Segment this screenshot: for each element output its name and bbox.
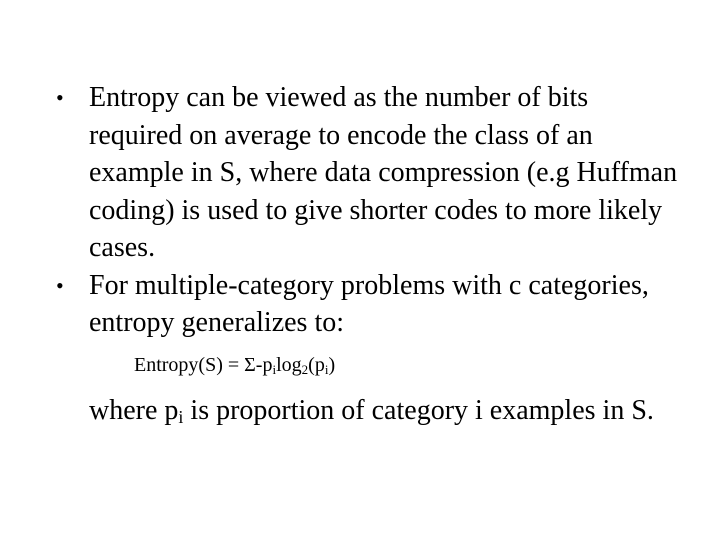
proportion-note [89,392,686,430]
bullet-entropy-definition [56,79,686,267]
bullet-text: For multiple-category problems with c categories, entropy generalizes to: [89,269,649,338]
note-pre: where p [89,394,179,426]
formula-log: log [276,353,302,376]
formula-subscript-i: i [272,361,277,377]
bullet-text: Entropy can be viewed as the number of bits required on average to encode the class of an example in S, where data compression (e.g Huffman coding) is used to give shorter codes to more likely cases. [89,82,678,263]
formula-subscript-2: 2 [301,361,309,377]
formula-open-p: (p [308,353,325,376]
note-subscript-i: i [178,406,184,427]
bullet-icon: • [56,85,64,110]
note-post: is proportion of category i examples in S. [183,394,654,426]
formula-minus-p: -p [255,353,273,376]
formula-sigma: Σ [244,353,256,376]
formula-subscript-i: i [324,361,329,377]
formula-close: ) [328,353,336,376]
formula-lhs: Entropy(S) = [134,353,245,376]
bullet-icon: • [56,272,64,298]
entropy-formula [134,351,686,379]
bullet-multi-category [56,267,686,342]
slide-content [56,79,686,429]
